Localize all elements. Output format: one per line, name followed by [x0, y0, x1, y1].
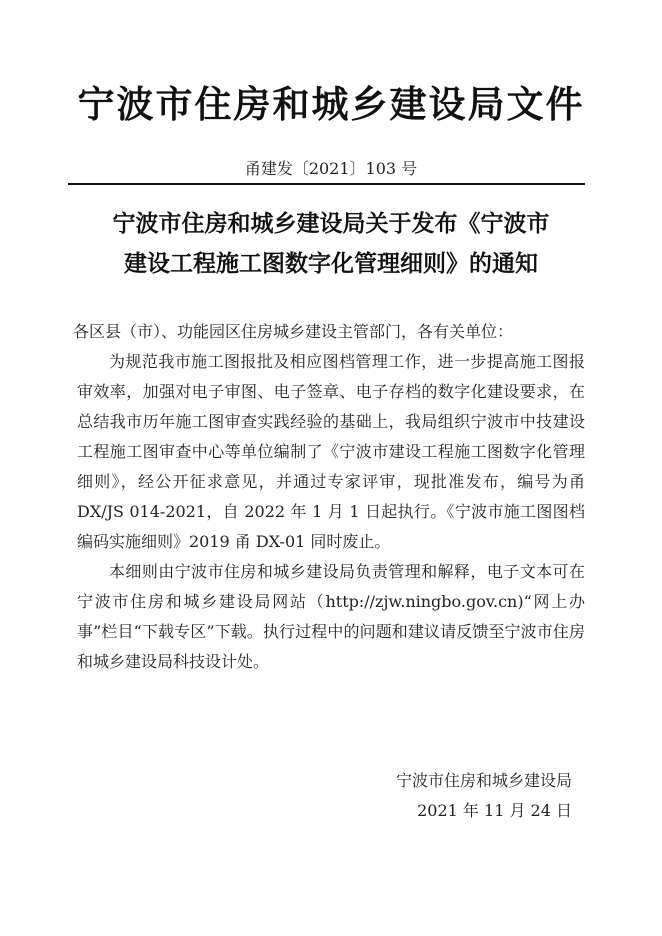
- issuer-name: 宁波市住房和城乡建设局: [395, 771, 572, 790]
- document-header-title: 宁波市住房和城乡建设局文件: [77, 82, 585, 126]
- document-number: 甬建发〔2021〕103 号: [244, 159, 418, 178]
- notice-title-line-1: 宁波市住房和城乡建设局关于发布《宁波市: [112, 210, 550, 237]
- body-paragraph-1: 为规范我市施工图报批及相应图档管理工作，进一步提高施工图报审效率，加强对电子审图、电子签章、电子存档的数字化建设要求，在总结我市历年施工图审查实践经验的基础上，我局组织宁波市中技建设工程施工图审查中心等单位编制了《宁波市建设工程施工图数字化管理细则》，经公开征求意见，并通过专家评审，现批准发布，编号为甬 DX/JS 014-2021，自 2022 年 1 月 1 日起执行。《宁波市施工图图档编码实施细则》2019 甬 DX-01 同时废止。: [77, 352, 585, 551]
- header-divider: [68, 183, 585, 185]
- notice-body: [73, 317, 585, 677]
- notice-title: [50, 204, 612, 284]
- notice-title-line-2: 建设工程施工图数字化管理细则》的通知: [124, 250, 538, 277]
- issue-date: 2021 年 11 月 24 日: [417, 801, 572, 820]
- signature-block: [396, 766, 572, 826]
- body-paragraph-2: 本细则由宁波市住房和城乡建设局负责管理和解释，电子文本可在宁波市住房和城乡建设局网站（http://zjw.ningbo.gov.cn)“网上办事”栏目“下载专区”下载。执行过程中的问题和建议请反馈至宁波市住房和城乡建设局科技设计处。: [77, 562, 585, 671]
- salutation: 各区县（市）、功能园区住房城乡建设主管部门，各有关单位：: [73, 322, 514, 341]
